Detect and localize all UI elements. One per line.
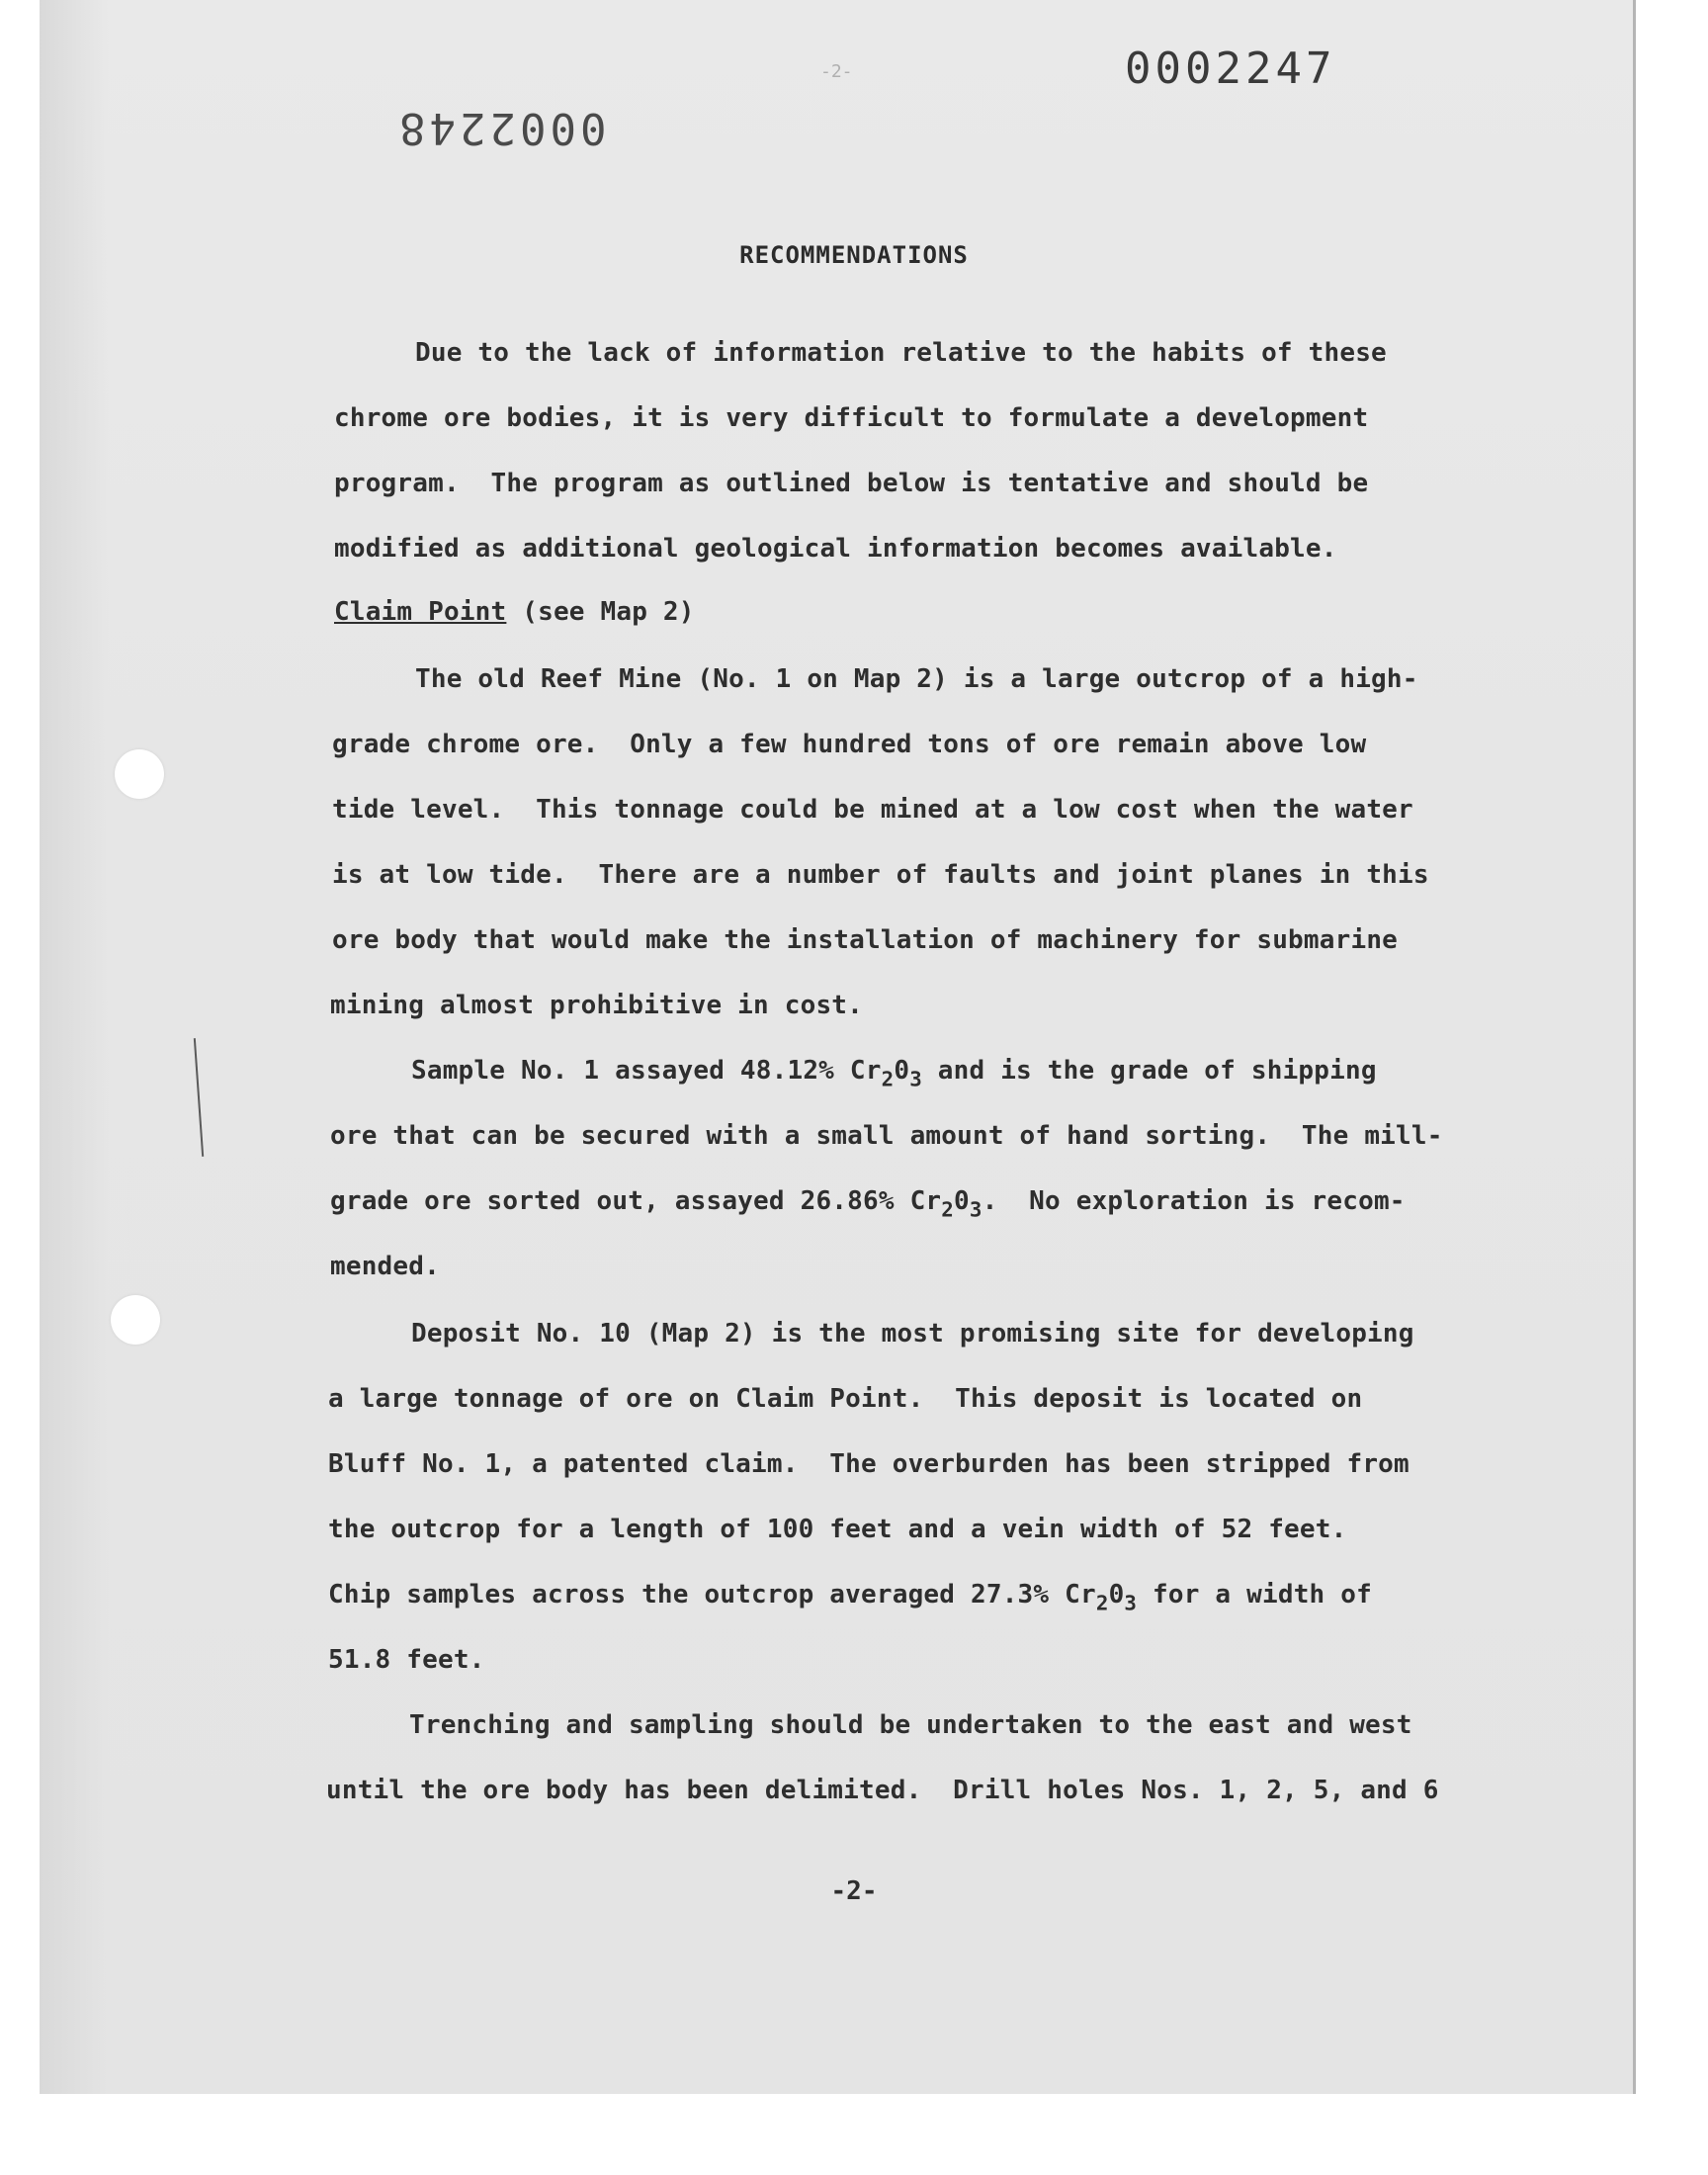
- text-line: Deposit No. 10 (Map 2) is the most promising site for developing: [411, 1319, 1414, 1348]
- text-line: 51.8 feet.: [328, 1645, 485, 1675]
- text-line: the outcrop for a length of 100 feet and a vein width of 52 feet.: [328, 1515, 1347, 1544]
- subscript: 2: [1095, 1591, 1109, 1615]
- millgrade-assay-line: [330, 1186, 1406, 1221]
- chip-text: for a width of: [1137, 1580, 1372, 1610]
- sample-assay-line: [411, 1056, 1377, 1090]
- claim-point-note: (see Map 2): [506, 597, 695, 627]
- text-line: chrome ore bodies, it is very difficult to formulate a development: [334, 403, 1369, 433]
- formula-part: 0: [894, 1056, 910, 1086]
- page-number: -2-: [830, 1876, 878, 1906]
- text-line: a large tonnage of ore on Claim Point. This deposit is located on: [328, 1384, 1363, 1414]
- text-line: Bluff No. 1, a patented claim. The overburden has been stripped from: [328, 1449, 1409, 1479]
- text-line: mended.: [330, 1252, 440, 1281]
- subscript: 2: [941, 1197, 955, 1222]
- sample-text: and is the grade of shipping: [921, 1056, 1377, 1086]
- text-line: modified as additional geological information becomes available.: [334, 534, 1337, 564]
- text-line: is at low tide. There are a number of faults and joint planes in this: [332, 860, 1429, 890]
- faint-page-mark: -2-: [820, 61, 853, 82]
- text-line: tide level. This tonnage could be mined at a low cost when the water: [332, 795, 1413, 825]
- millgrade-text: . No exploration is recom-: [982, 1186, 1406, 1216]
- formula-part: 0: [1108, 1580, 1125, 1610]
- subscript: 3: [909, 1067, 922, 1091]
- millgrade-text: grade ore sorted out, assayed 26.86% Cr: [330, 1186, 942, 1216]
- subscript: 2: [881, 1067, 895, 1091]
- claim-point-heading: [334, 597, 695, 627]
- punch-hole: [111, 1295, 160, 1345]
- claim-point-title: Claim Point: [334, 597, 507, 627]
- text-line: ore that can be secured with a small amount of hand sorting. The mill-: [330, 1121, 1443, 1151]
- text-line: program. The program as outlined below is tentative and should be: [334, 469, 1369, 498]
- chip-text: Chip samples across the outcrop averaged 27.3% Cr: [328, 1580, 1096, 1610]
- flipped-document-number-stamp: 0002248: [395, 103, 607, 153]
- text-line: The old Reef Mine (No. 1 on Map 2) is a large outcrop of a high-: [415, 664, 1418, 694]
- formula-part: 0: [954, 1186, 970, 1216]
- chip-samples-line: [328, 1580, 1372, 1614]
- text-line: until the ore body has been delimited. Drill holes Nos. 1, 2, 5, and 6: [326, 1776, 1439, 1805]
- text-line: mining almost prohibitive in cost.: [330, 991, 864, 1020]
- document-number-stamp: 0002247: [1125, 44, 1336, 94]
- text-line: Trenching and sampling should be undertaken to the east and west: [409, 1710, 1412, 1740]
- sample-text: Sample No. 1 assayed 48.12% Cr: [411, 1056, 882, 1086]
- punch-hole: [115, 749, 164, 799]
- section-heading: RECOMMENDATIONS: [739, 241, 969, 269]
- subscript: 3: [1124, 1591, 1138, 1615]
- text-line: grade chrome ore. Only a few hundred tons of ore remain above low: [332, 730, 1367, 759]
- subscript: 3: [969, 1197, 982, 1222]
- text-line: ore body that would make the installation of machinery for submarine: [332, 925, 1399, 955]
- text-line: Due to the lack of information relative to the habits of these: [415, 338, 1387, 368]
